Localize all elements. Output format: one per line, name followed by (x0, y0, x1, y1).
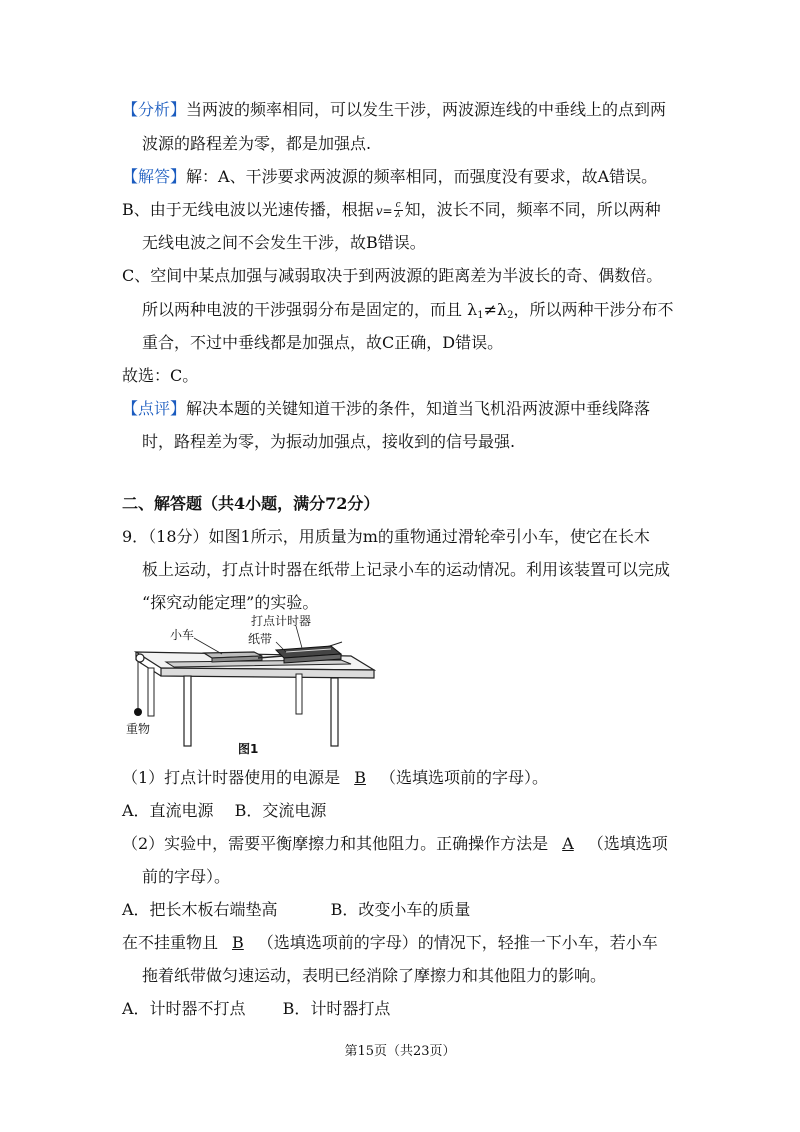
label-cart: 小车 (170, 628, 195, 642)
solution-c-line-3: 重合，不过中垂线都是加强点，故C正确，D错误。 (142, 333, 504, 352)
solution-line-1 (122, 167, 657, 187)
solution-b-text-before: B、由于无线电波以光速传播，根据 (122, 200, 374, 219)
analysis-line-1 (122, 100, 666, 120)
table-leg-front-right (331, 678, 338, 746)
q9-part2-line-2: 前的字母）。 (142, 867, 231, 886)
q9-part3-options: A．计时器不打点 B．计时器打点 (122, 999, 391, 1018)
table-leg-back-right (296, 674, 302, 714)
formula-numerator: c (395, 200, 401, 210)
q9-part1-prompt: （1）打点计时器使用的电源是 (122, 768, 341, 787)
comment-tag: 【点评】 (122, 399, 187, 418)
solution-tag: 【解答】 (122, 167, 187, 186)
comment-text-1: 解决本题的关键知道干涉的条件，知道当飞机沿两波源中垂线降落 (186, 399, 651, 418)
q9-part1 (122, 768, 548, 788)
solution-b-line-1 (122, 200, 661, 221)
section-title: 二、解答题（共4小题，满分72分） (122, 494, 380, 513)
analysis-line-2: 波源的路程差为零，都是加强点. (142, 134, 372, 153)
q9-part2-prompt: （2）实验中，需要平衡摩擦力和其他阻力。正确操作方法是 (122, 834, 549, 853)
q9-part2-suffix: （选填选项 (587, 834, 668, 853)
q9-part3-prompt: 在不挂重物且 (122, 933, 219, 952)
solution-c-line-2 (142, 300, 674, 326)
c-line2-part-a: 所以两种电波的干涉强弱分布是固定的，而且 λ (142, 300, 478, 319)
q9-part1-answer: B (354, 768, 366, 787)
solution-choice: 故选：C。 (122, 366, 199, 385)
comment-line-1 (122, 399, 650, 419)
wave-speed-formula (376, 201, 403, 221)
q9-part3-answer: B (232, 933, 244, 952)
q9-part2 (122, 834, 668, 854)
formula-lhs: v= (375, 203, 393, 218)
table-leg-front-left (184, 676, 191, 746)
q9-line-3: “探究动能定理”的实验。 (142, 593, 319, 612)
analysis-text-1: 当两波的频率相同，可以发生干涉，两波源连线的中垂线上的点到两 (186, 100, 667, 119)
formula-denominator: λ (395, 210, 401, 220)
figure-1 (126, 612, 376, 757)
q9-part3-line-2: 拖着纸带做匀速运动，表明已经消除了摩擦力和其他阻力的影响。 (142, 966, 607, 985)
q9-part3 (122, 933, 658, 953)
solution-text-1: 解：A、干涉要求两波源的频率相同，而强度没有要求，故A错误。 (186, 167, 658, 186)
q9-line-1: 9．（18分）如图1所示，用质量为m的重物通过滑轮牵引小车，使它在长木 (122, 527, 650, 546)
analysis-tag: 【分析】 (122, 100, 187, 119)
q9-part2-options: A．把长木板右端垫高 B．改变小车的质量 (122, 900, 471, 919)
formula-fraction (394, 201, 403, 220)
q9-part1-suffix: （选填选项前的字母）。 (379, 768, 548, 787)
solution-c-line-1: C、空间中某点加强与减弱取决于到两波源的距离差为半波长的奇、偶数倍。 (122, 266, 663, 285)
label-weight: 重物 (126, 722, 151, 736)
lambda-subscript-1: 1 (477, 310, 484, 321)
c-line2-part-c: ，所以两种干涉分布不 (513, 300, 674, 319)
solution-b-line-2: 无线电波之间不会发生干涉，故B错误。 (142, 233, 426, 252)
q9-part3-suffix: （选填选项前的字母）的情况下，轻推一下小车，若小车 (257, 933, 658, 952)
table-leg-back-left (148, 668, 154, 716)
c-line2-part-b: ≠λ (483, 300, 508, 319)
q9-part2-answer: A (562, 834, 574, 853)
q9-part1-options: A．直流电源 B．交流电源 (122, 801, 327, 820)
hanging-weight (134, 708, 142, 716)
label-tape: 纸带 (248, 632, 273, 646)
table-edge (161, 668, 374, 678)
label-timer: 打点计时器 (251, 614, 312, 628)
pulley (136, 654, 144, 662)
lambda-subscript-2: 2 (507, 310, 514, 321)
q9-line-2: 板上运动，打点计时器在纸带上记录小车的运动情况。利用该装置可以完成 (142, 560, 671, 579)
solution-b-text-after: 知，波长不同，频率不同，所以两种 (404, 200, 661, 219)
figure-caption: 图1 (238, 742, 259, 756)
page-footer: 第15页（共23页） (344, 1044, 456, 1059)
comment-line-2: 时，路程差为零，为振动加强点，接收到的信号最强. (142, 432, 516, 451)
